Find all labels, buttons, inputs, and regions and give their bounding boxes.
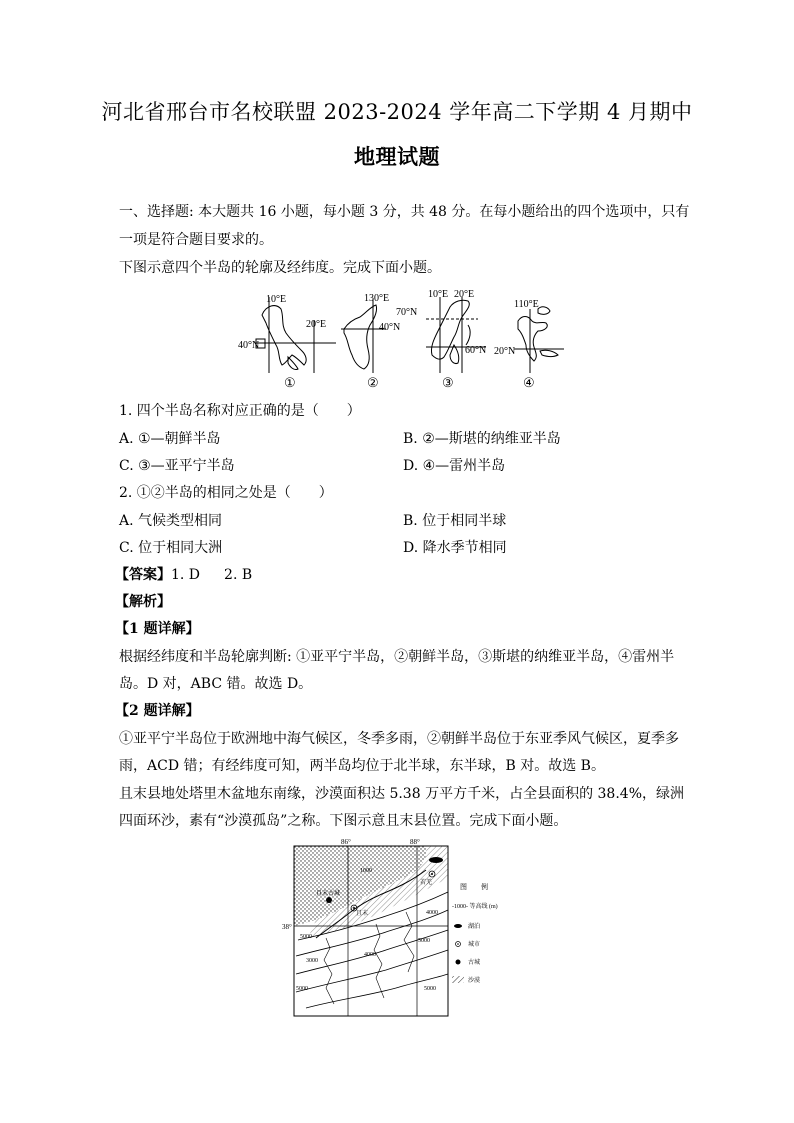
legend-city: 城市 bbox=[468, 942, 481, 948]
contour-label-1: 1000 bbox=[360, 868, 372, 874]
q1-option-a: A. ①—朝鲜半岛 bbox=[119, 431, 221, 447]
place-ruoqiang: 若羌 bbox=[420, 880, 433, 886]
answer-2: 2. B bbox=[224, 567, 253, 583]
map-lat: 38° bbox=[282, 923, 292, 931]
q2-analysis-line1: ①亚平宁半岛位于欧洲地中海气候区，冬季多雨，②朝鲜半岛位于东亚季风气候区，夏季多 bbox=[119, 731, 679, 747]
map-legend bbox=[452, 882, 498, 984]
contour-label-5: 5000 bbox=[300, 934, 312, 940]
contour-label-4: 4000 bbox=[364, 952, 376, 958]
q2-option-d: D. 降水季节相同 bbox=[403, 540, 507, 556]
q1-analysis-line2: 岛。D 对，ABC 错。故选 D。 bbox=[119, 676, 313, 692]
peninsula-2-map bbox=[341, 299, 386, 373]
q2-option-a: A. 气候类型相同 bbox=[119, 513, 223, 529]
p3-lat1-label: 70°N bbox=[396, 307, 418, 318]
p1-lon2-label: 20°E bbox=[306, 319, 327, 330]
answer-1: 1. D bbox=[171, 567, 201, 583]
question-2-stem: 2. ①②半岛的相同之处是（ ） bbox=[119, 485, 333, 501]
q1-option-b: B. ②—斯堪的纳维亚半岛 bbox=[403, 431, 561, 447]
passage-line1: 且末县地处塔里木盆地东南缘，沙漠面积达 5.38 万平方千米，占全县面积的 38.4%，绿洲 bbox=[119, 786, 684, 802]
question-1-stem: 1. 四个半岛名称对应正确的是（ ） bbox=[119, 403, 361, 419]
map-lon2: 88° bbox=[410, 838, 420, 846]
legend-contour: -1000- 等高线 (m) bbox=[452, 904, 498, 910]
p4-number: ④ bbox=[523, 375, 535, 390]
peninsula-1-map bbox=[256, 297, 336, 373]
p3-lon1-label: 10°E bbox=[428, 289, 449, 300]
analysis-label: 【解析】 bbox=[115, 594, 171, 610]
q1-analysis-head: 【1 题详解】 bbox=[115, 621, 200, 637]
q1-option-d: D. ④—雷州半岛 bbox=[403, 458, 506, 474]
legend-ancient-city: 古城 bbox=[468, 960, 481, 966]
q2-analysis-head: 【2 题详解】 bbox=[115, 703, 200, 719]
q1-option-c: C. ③—亚平宁半岛 bbox=[119, 458, 235, 474]
map-lon1: 86° bbox=[341, 838, 351, 846]
exam-title: 河北省邢台市名校联盟 2023-2024 学年高二下学期 4 月期中 bbox=[101, 100, 693, 124]
peninsula-figure bbox=[236, 285, 566, 393]
answer-label: 【答案】 bbox=[115, 567, 171, 583]
place-qiemo: 且末 bbox=[356, 911, 369, 917]
contour-label-8: 5000 bbox=[424, 986, 436, 992]
p4-lat-label: 20°N bbox=[494, 346, 516, 357]
p4-lon-label: 110°E bbox=[514, 299, 539, 310]
peninsula-4-map bbox=[514, 307, 564, 373]
contour-label-7: 5000 bbox=[296, 986, 308, 992]
p2-lon-label: 130°E bbox=[364, 293, 390, 304]
q2-option-b: B. 位于相同半球 bbox=[403, 513, 507, 529]
contour-label-6: 3000 bbox=[306, 958, 318, 964]
q2-option-c: C. 位于相同大洲 bbox=[119, 540, 223, 556]
legend-desert: 沙漠 bbox=[468, 978, 481, 984]
legend-title: 图 例 bbox=[460, 883, 488, 891]
p1-number: ① bbox=[284, 375, 296, 390]
p1-lat-label: 40°N bbox=[238, 340, 260, 351]
contour-label-2: 4000 bbox=[426, 910, 438, 916]
legend-lake: 湖泊 bbox=[468, 924, 481, 930]
q2-analysis-line2: 雨，ACD 错；有经纬度可知，两半岛均位于北半球，东半球，B 对。故选 B。 bbox=[119, 758, 605, 774]
p3-lat2-label: 60°N bbox=[465, 345, 487, 356]
p3-lon2-label: 20°E bbox=[454, 289, 475, 300]
p3-number: ③ bbox=[442, 375, 454, 390]
figure-intro: 下图示意四个半岛的轮廓及经纬度。完成下面小题。 bbox=[119, 260, 441, 276]
exam-subtitle: 地理试题 bbox=[354, 144, 440, 169]
q1-analysis-line1: 根据经纬度和半岛轮廓判断: ①亚平宁半岛，②朝鲜半岛，③斯堪的纳维亚半岛，④雷州半 bbox=[119, 649, 675, 665]
contour-label-3: 5000 bbox=[418, 938, 430, 944]
passage-line2: 四面环沙，素有“沙漠孤岛”之称。下图示意且末县位置。完成下面小题。 bbox=[119, 813, 568, 829]
p2-lat-label: 40°N bbox=[379, 322, 401, 333]
answer-line bbox=[115, 566, 252, 584]
section-instructions-line2: 一项是符合题目要求的。 bbox=[119, 232, 273, 248]
p1-lon-label: 10°E bbox=[266, 294, 287, 305]
qiemo-location-map bbox=[282, 838, 526, 1020]
section-instructions-line1: 一、选择题: 本大题共 16 小题，每小题 3 分，共 48 分。在每小题给出的四个选项中，只有 bbox=[119, 204, 690, 220]
p2-number: ② bbox=[367, 375, 379, 390]
place-ancient-city: 且末古城 bbox=[316, 891, 341, 897]
peninsula-3-map bbox=[426, 297, 486, 373]
